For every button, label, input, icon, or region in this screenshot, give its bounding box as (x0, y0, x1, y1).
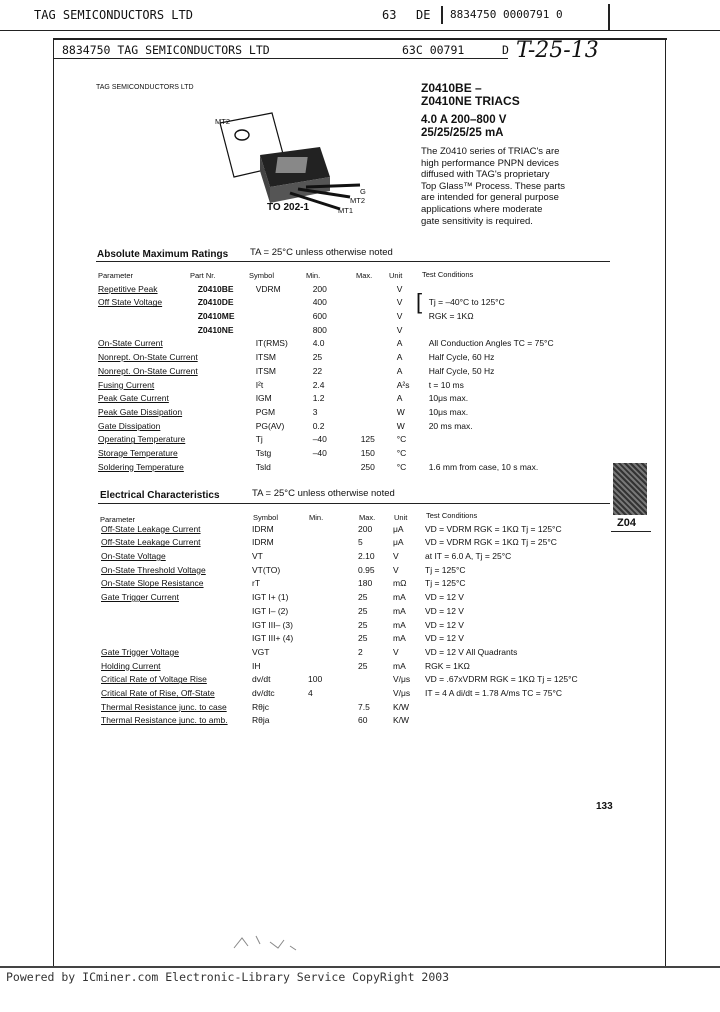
elec-cell: 25 (358, 605, 368, 616)
elec-cell (308, 616, 358, 630)
abs-max-cell: All Conduction Angles TC = 75°C (428, 338, 554, 349)
abs-max-cell: RGK = 1KΩ (428, 311, 474, 322)
elec-cell (425, 698, 611, 712)
abs-header-part: Part Nr. (190, 271, 216, 280)
title-line-2: Z0410NE TRIACS (421, 94, 520, 108)
abs-max-row (98, 321, 610, 335)
subtitle-gate-current: 25/25/25/25 mA (421, 127, 504, 139)
abs-max-cell: 25 (312, 352, 323, 363)
abs-max-cell: Storage Temperature (98, 447, 178, 458)
elec-cell: μA (393, 537, 404, 548)
abs-max-cell: –40 (312, 447, 327, 458)
elec-row (101, 561, 611, 575)
abs-max-cell: 10μs max. (428, 393, 469, 404)
elec-cell: VD = 12 V (425, 605, 464, 616)
elec-cell: mA (393, 660, 406, 671)
elec-cell: Critical Rate of Voltage Rise (101, 674, 207, 685)
scan-header-left: TAG SEMICONDUCTORS LTD (34, 8, 193, 22)
abs-max-cell (361, 307, 397, 321)
elec-row (101, 630, 611, 644)
abs-max-cell (198, 376, 256, 390)
abs-max-cell (429, 321, 610, 335)
abs-max-cell: 400 (312, 297, 327, 308)
elec-header-max: Max. (359, 513, 376, 522)
handwritten-part-code: T-25-13 (516, 38, 599, 63)
elec-row (101, 671, 611, 685)
elec-cell: 2 (358, 646, 363, 657)
elec-cell: IGT III– (3) (252, 619, 293, 630)
abs-max-cell: Tsld (255, 461, 271, 472)
abs-max-row (98, 335, 610, 349)
elec-cell: 25 (358, 592, 368, 603)
elec-cell: VGT (252, 646, 270, 657)
abs-max-cell: PGM (255, 406, 276, 417)
abs-max-cell: I²t (255, 379, 264, 390)
elec-cell: Rθjc (252, 701, 270, 712)
footer-copyright: Powered by ICminer.com Electronic-Library Service CopyRight 2003 (6, 970, 450, 984)
abs-max-cell (361, 403, 397, 417)
abs-max-cell: Z0410ME (197, 311, 235, 322)
abs-max-cell: 800 (312, 324, 327, 335)
elec-cell: 100 (308, 674, 323, 685)
elec-cell: Thermal Resistance junc. to amb. (101, 715, 228, 726)
abs-max-cell (361, 335, 397, 349)
abs-max-cell: 200 (312, 283, 327, 294)
elec-row (101, 534, 611, 548)
abs-max-cell: A (396, 352, 403, 363)
abs-max-cell: Off State Voltage (98, 297, 163, 308)
elec-cell (308, 643, 358, 657)
abs-max-cell (361, 362, 397, 376)
elec-cell: 60 (358, 715, 368, 726)
scan-header-code2: DE (416, 8, 431, 22)
elec-cell: 25 (358, 633, 368, 644)
elec-cell: IGT III+ (4) (252, 633, 294, 644)
abs-max-cell: V (396, 297, 403, 308)
abs-max-cell (98, 321, 198, 335)
abs-max-cell: Tj = –40°C to 125°C (428, 297, 505, 308)
abs-max-cell: Gate Dissipation (98, 420, 161, 431)
abs-max-cell: Operating Temperature (98, 434, 186, 445)
elec-cell (308, 602, 358, 616)
abs-max-cell (198, 403, 256, 417)
elec-header-symbol: Symbol (253, 513, 279, 522)
elec-cell: On-State Voltage (101, 551, 166, 562)
abs-max-cell: 250 (360, 461, 375, 472)
abs-max-cell: A²s (396, 379, 410, 390)
scan-header-code1: 63 (382, 8, 397, 22)
elec-cell: 200 (358, 523, 373, 534)
elec-cell: V/μs (393, 674, 411, 685)
abs-max-cell (256, 321, 313, 335)
elec-cell (358, 684, 393, 698)
elec-cell: mA (393, 633, 406, 644)
pin-label-g: G (360, 187, 366, 196)
elec-cell: Tj = 125°C (425, 564, 466, 575)
abs-max-cell: IT(RMS) (255, 338, 288, 349)
elec-cell (308, 712, 358, 726)
abs-max-cell: A (396, 393, 403, 404)
section-tab-graphic (613, 463, 647, 515)
abs-header-unit: Unit (389, 271, 403, 280)
doc-header-code: 63C 00791 (402, 43, 465, 57)
scan-artifact (230, 928, 310, 958)
abs-max-row (98, 307, 610, 321)
elec-cell: Gate Trigger Voltage (101, 646, 179, 657)
abs-max-row (98, 417, 610, 431)
abs-max-cell: °C (396, 461, 407, 472)
abs-max-table (98, 280, 610, 472)
title-line-1: Z0410BE – (421, 81, 482, 95)
abs-max-title: Absolute Maximum Ratings (97, 249, 229, 260)
elec-cell: Gate Trigger Current (101, 592, 179, 603)
elec-row (101, 602, 611, 616)
abs-max-condition: TA = 25°C unless otherwise noted (250, 247, 393, 258)
abs-max-cell: 1.6 mm from case, 10 s max. (428, 461, 539, 472)
elec-cell: dv/dt (252, 674, 271, 685)
elec-cell: rT (252, 578, 261, 589)
abs-max-cell: Soldering Temperature (98, 461, 184, 472)
abs-max-cell: A (396, 338, 403, 349)
elec-cell: Tj = 125°C (425, 578, 466, 589)
elec-cell: 0.95 (358, 564, 375, 575)
elec-cell: VD = 12 V (425, 619, 464, 630)
elec-cell (308, 630, 358, 644)
abs-header-symbol: Symbol (249, 271, 275, 280)
elec-cell: V (393, 551, 399, 562)
elec-title: Electrical Characteristics (100, 490, 220, 501)
abs-max-cell: °C (396, 434, 407, 445)
pin-label-mt2: MT2 (350, 196, 365, 205)
abs-max-cell: –40 (312, 434, 327, 445)
abs-max-row (98, 458, 610, 472)
elec-cell: Rθja (252, 715, 270, 726)
elec-cell: K/W (393, 701, 410, 712)
abs-max-cell: IGM (255, 393, 272, 404)
elec-header-min: Min. (309, 513, 324, 522)
abs-max-cell (361, 348, 397, 362)
abs-max-cell (198, 444, 256, 458)
abs-max-cell: 22 (312, 365, 323, 376)
abs-max-cell (361, 417, 397, 431)
abs-max-cell (429, 444, 610, 458)
abs-max-cell (361, 294, 397, 308)
elec-row (101, 588, 611, 602)
elec-cell (308, 561, 358, 575)
subtitle-ratings: 4.0 A 200–800 V (421, 114, 507, 126)
abs-max-cell: Z0410DE (197, 297, 234, 308)
abs-max-cell: 125 (360, 434, 375, 445)
pin-label-mt2-tab: MT2 (215, 117, 230, 126)
abs-max-cell (313, 458, 361, 472)
elec-row (101, 520, 611, 534)
description: The Z0410 series of TRIAC's are high performance PNPN devices diffused with TAG's proprietary Top Glass™ Process. These parts are intended for general purpose applications where moderate gate sensitivity is required. (421, 146, 565, 227)
elec-cell (101, 616, 252, 630)
elec-cell: 5 (358, 537, 363, 548)
abs-max-row (98, 348, 610, 362)
elec-header-unit: Unit (394, 513, 408, 522)
abs-max-cell: 0.2 (312, 420, 325, 431)
doc-header-ref: D (502, 43, 509, 57)
abs-max-cell: PG(AV) (255, 420, 285, 431)
abs-max-cell (361, 376, 397, 390)
abs-max-cell (198, 458, 256, 472)
elec-cell: dv/dtc (252, 687, 275, 698)
brand-label: TAG SEMICONDUCTORS LTD (96, 84, 194, 91)
abs-max-cell: 2.4 (312, 379, 325, 390)
abs-max-cell: t = 10 ms (428, 379, 464, 390)
elec-cell (308, 588, 358, 602)
abs-max-cell: W (396, 406, 405, 417)
doc-header-left: 8834750 TAG SEMICONDUCTORS LTD (62, 43, 270, 57)
elec-row (101, 684, 611, 698)
abs-max-row (98, 431, 610, 445)
abs-max-cell: Fusing Current (98, 379, 155, 390)
abs-max-cell: 4.0 (312, 338, 325, 349)
abs-max-cell: Peak Gate Current (98, 393, 169, 404)
elec-cell: VD = 12 V (425, 592, 464, 603)
elec-cell: VT(TO) (252, 564, 281, 575)
elec-cell (308, 698, 358, 712)
abs-max-row (98, 444, 610, 458)
elec-cell: IT = 4 A di/dt = 1.78 A/ms TC = 75°C (425, 687, 563, 698)
abs-header-parameter: Parameter (98, 271, 134, 280)
elec-cell: Off-State Leakage Current (101, 523, 201, 534)
elec-cell: mA (393, 619, 406, 630)
elec-cell: 25 (358, 660, 368, 671)
abs-max-cell: Peak Gate Dissipation (98, 406, 183, 417)
elec-cell: V (393, 646, 399, 657)
elec-cell: VD = .67xVDRM RGK = 1KΩ Tj = 125°C (425, 674, 578, 685)
abs-max-cell: Half Cycle, 60 Hz (428, 352, 495, 363)
elec-row (101, 616, 611, 630)
elec-cell: mA (393, 592, 406, 603)
elec-cell: 7.5 (358, 701, 370, 712)
elec-cell: IGT I+ (1) (252, 592, 289, 603)
abs-max-cell: Nonrept. On-State Current (98, 365, 198, 376)
abs-max-row (98, 403, 610, 417)
elec-cell (425, 712, 611, 726)
abs-header-max: Max. (356, 271, 373, 280)
elec-header-parameter: Parameter (100, 515, 136, 524)
elec-cell: Holding Current (101, 660, 161, 671)
elec-cell: IDRM (252, 537, 274, 548)
abs-max-cell: °C (396, 447, 407, 458)
condition-bracket: [ (416, 289, 423, 314)
elec-cell: VD = 12 V (425, 633, 464, 644)
abs-max-cell: V (396, 324, 403, 335)
elec-cell: IGT I– (2) (252, 605, 289, 616)
elec-cell (358, 671, 393, 685)
elec-cell (308, 534, 358, 548)
elec-cell: 4 (308, 687, 313, 698)
elec-cell: K/W (393, 715, 410, 726)
abs-max-cell: Tstg (255, 447, 272, 458)
abs-max-row (98, 390, 610, 404)
page-number: 133 (596, 801, 613, 812)
abs-max-cell: On-State Current (98, 338, 163, 349)
abs-max-cell (198, 431, 256, 445)
package-label: TO 202-1 (267, 202, 310, 213)
elec-row (101, 575, 611, 589)
abs-max-cell: VDRM (255, 283, 281, 294)
section-tab-label: Z04 (617, 517, 636, 529)
abs-max-cell (256, 294, 313, 308)
abs-max-cell: 600 (312, 311, 327, 322)
abs-max-row (98, 280, 610, 294)
elec-cell: μA (393, 523, 404, 534)
elec-row (101, 643, 611, 657)
elec-cell: 2.10 (358, 551, 375, 562)
abs-max-cell: 3 (312, 406, 318, 417)
abs-max-cell: Half Cycle, 50 Hz (428, 365, 495, 376)
abs-max-cell (361, 390, 397, 404)
elec-cell: IH (252, 660, 261, 671)
abs-max-cell: Tj (255, 434, 263, 445)
elec-cell: 25 (358, 619, 368, 630)
elec-cell: VD = VDRM RGK = 1KΩ Tj = 25°C (425, 537, 557, 548)
elec-row (101, 657, 611, 671)
abs-max-cell: A (396, 365, 403, 376)
abs-max-cell: Z0410NE (197, 324, 234, 335)
elec-cell: IDRM (252, 523, 274, 534)
scan-header-number: 8834750 0000791 0 (450, 8, 563, 21)
abs-header-min: Min. (306, 271, 321, 280)
elec-cell: On-State Slope Resistance (101, 578, 204, 589)
elec-cell: RGK = 1KΩ (425, 660, 470, 671)
abs-max-cell (429, 280, 610, 294)
abs-max-cell: W (396, 420, 405, 431)
abs-max-cell (198, 417, 256, 431)
elec-cell (101, 630, 252, 644)
elec-cell: V/μs (393, 687, 411, 698)
elec-cell (308, 520, 358, 534)
abs-max-row (98, 294, 610, 308)
elec-cell: VD = 12 V All Quadrants (425, 646, 518, 657)
elec-row (101, 698, 611, 712)
elec-cell: Off-State Leakage Current (101, 537, 201, 548)
elec-cell: VT (252, 551, 263, 562)
abs-max-cell: Z0410BE (197, 283, 234, 294)
elec-cell: Critical Rate of Rise, Off-State (101, 687, 215, 698)
abs-max-cell: 20 ms max. (428, 420, 473, 431)
elec-cell: Thermal Resistance junc. to case (101, 701, 227, 712)
elec-cell: V (393, 564, 399, 575)
abs-max-cell (361, 321, 397, 335)
elec-cell: mA (393, 605, 406, 616)
abs-max-cell: ITSM (255, 352, 276, 363)
abs-max-cell (198, 348, 256, 362)
abs-max-cell: 150 (360, 447, 375, 458)
elec-cell: 180 (358, 578, 373, 589)
elec-cell (308, 547, 358, 561)
abs-max-cell (98, 307, 198, 321)
abs-max-cell: V (396, 311, 403, 322)
abs-max-cell: V (396, 283, 403, 294)
pin-label-mt1: MT1 (338, 206, 353, 215)
elec-cell (308, 575, 358, 589)
abs-max-cell (198, 335, 256, 349)
elec-header-conditions: Test Conditions (426, 511, 478, 520)
abs-max-cell (256, 307, 313, 321)
elec-cell: at IT = 6.0 A, Tj = 25°C (425, 551, 512, 562)
elec-condition: TA = 25°C unless otherwise noted (252, 488, 395, 499)
abs-max-cell (361, 280, 397, 294)
abs-max-cell: 1.2 (312, 393, 325, 404)
elec-cell: mΩ (393, 578, 407, 589)
abs-max-cell: ITSM (255, 365, 276, 376)
elec-cell: On-State Threshold Voltage (101, 564, 206, 575)
abs-max-cell: Repetitive Peak (98, 283, 158, 294)
abs-max-row (98, 362, 610, 376)
abs-max-cell: Nonrept. On-State Current (98, 352, 198, 363)
abs-header-conditions: Test Conditions (422, 270, 474, 279)
abs-max-cell (429, 431, 610, 445)
elec-row (101, 547, 611, 561)
elec-cell: VD = VDRM RGK = 1KΩ Tj = 125°C (425, 523, 562, 534)
elec-table (101, 520, 611, 725)
elec-cell (308, 657, 358, 671)
abs-max-cell (198, 362, 256, 376)
elec-cell (101, 602, 252, 616)
abs-max-cell (198, 390, 256, 404)
abs-max-cell: 10μs max. (428, 406, 469, 417)
elec-row (101, 712, 611, 726)
abs-max-row (98, 376, 610, 390)
